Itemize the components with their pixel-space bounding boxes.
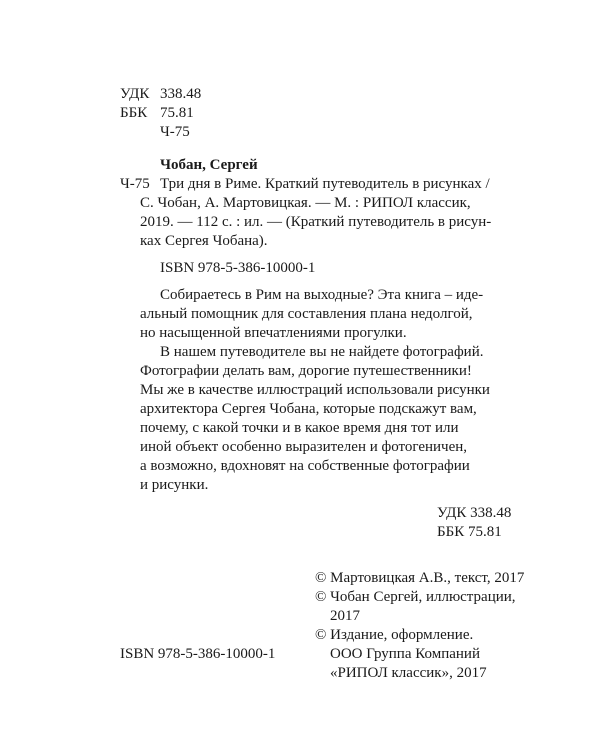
copyright-publisher: ООО Группа Компаний — [330, 646, 480, 662]
entry-description-line-4: ках Сергея Чобана). — [140, 233, 268, 249]
bottom-isbn: ISBN 978-5-386-10000-1 — [120, 646, 276, 662]
entry-description-line-2: С. Чобан, А. Мартовицкая. — М. : РИПОЛ классик, — [140, 195, 471, 211]
annotation-p2-line-4: архитектора Сергея Чобана, которые подскажут вам, — [140, 401, 477, 417]
copyright-publisher-name: «РИПОЛ классик», 2017 — [330, 665, 487, 681]
author-mark-entry: Ч-75 — [120, 176, 150, 192]
author-mark-top: Ч-75 — [160, 124, 190, 140]
entry-isbn: ISBN 978-5-386-10000-1 — [160, 260, 316, 276]
annotation-p2-line-5: почему, с какой точки и в какое время дня тот или — [140, 420, 459, 436]
copyright-illustrations-year: 2017 — [330, 608, 360, 624]
annotation-p2-line-7: а возможно, вдохновят на собственные фотографии — [140, 458, 470, 474]
copyright-edition: © Издание, оформление. — [315, 627, 474, 643]
annotation-p2-line-2: Фотографии делать вам, дорогие путешественники! — [140, 363, 472, 379]
annotation-p2-line-3: Мы же в качестве иллюстраций использовали рисунки — [140, 382, 490, 398]
author-heading: Чобан, Сергей — [160, 157, 258, 173]
udk-label: УДК — [120, 86, 150, 102]
footer-bbk: ББК 75.81 — [437, 524, 502, 540]
entry-description-line-3: 2019. — 112 с. : ил. — (Краткий путеводитель в рисун- — [140, 214, 492, 230]
copyright-illustrations: © Чобан Сергей, иллюстрации, — [315, 589, 516, 605]
annotation-p1-line-1: Собираетесь в Рим на выходные? Эта книга – иде- — [160, 287, 484, 303]
bbk-value: 75.81 — [160, 105, 194, 121]
entry-description-line-1: Три дня в Риме. Краткий путеводитель в рисунках / — [160, 176, 490, 192]
annotation-p1-line-2: альный помощник для составления плана недолгой, — [140, 306, 473, 322]
udk-value: 338.48 — [160, 86, 202, 102]
annotation-p2-line-8: и рисунки. — [140, 477, 209, 493]
annotation-p1-line-3: но насыщенной впечатлениями прогулки. — [140, 325, 407, 341]
copyright-text: © Мартовицкая А.В., текст, 2017 — [315, 570, 525, 586]
annotation-p2-line-6: иной объект особенно выразителен и фотогеничен, — [140, 439, 468, 455]
annotation-p2-line-1: В нашем путеводителе вы не найдете фотографий. — [160, 344, 484, 360]
bbk-label: ББК — [120, 105, 148, 121]
footer-udk: УДК 338.48 — [437, 505, 512, 521]
